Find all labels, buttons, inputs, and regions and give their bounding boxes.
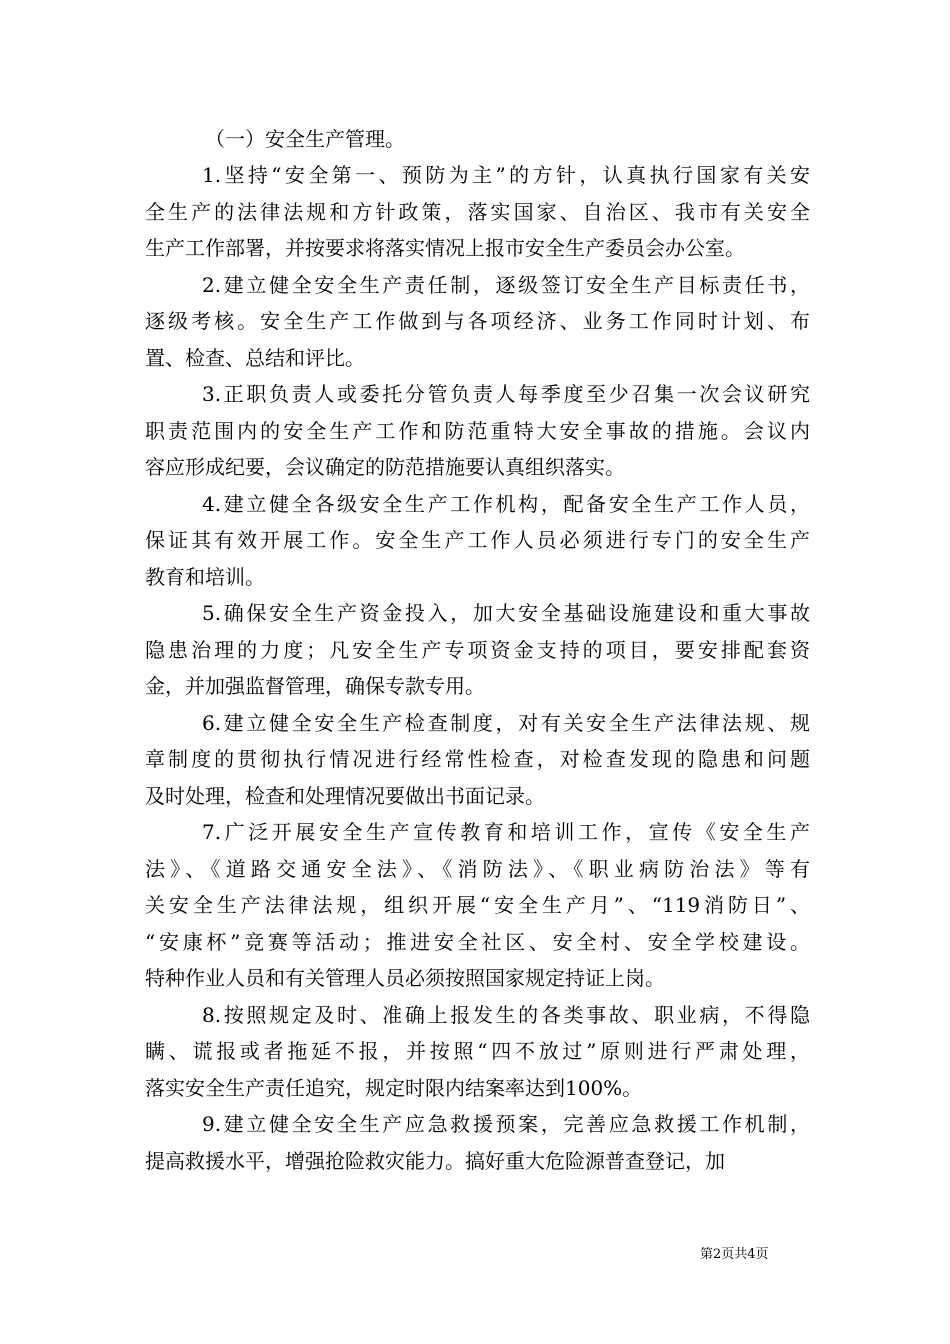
paragraph-line: 章制度的贯彻执行情况进行经常性检查，对检查发现的隐患和问题 xyxy=(145,747,810,771)
paragraph-line: 隐患治理的力度；凡安全生产专项资金支持的项目，要安排配套资 xyxy=(145,637,810,662)
paragraph-5 xyxy=(145,595,810,705)
paragraph-line: 3.正职负责人或委托分管负责人每季度至少召集一次会议研究 xyxy=(202,382,810,406)
paragraph-1 xyxy=(145,157,810,267)
paragraph-line: 及时处理，检查和处理情况要做出书面记录。 xyxy=(145,783,545,808)
paragraph-line: 落实安全生产责任追究，规定时限内结案率达到100%。 xyxy=(145,1075,643,1100)
paragraph-line: “安康杯”竞赛等活动；推进安全社区、安全村、安全学校建设。 xyxy=(145,929,810,954)
paragraph-line: 保证其有效开展工作。安全生产工作人员必须进行专门的安全生产 xyxy=(145,528,810,552)
paragraph-line: 4.建立健全各级安全生产工作机构，配备安全生产工作人员， xyxy=(202,491,810,516)
paragraph-line: 5.确保安全生产资金投入，加大安全基础设施建设和重大事故 xyxy=(202,601,810,625)
paragraph-4 xyxy=(145,486,810,596)
page-footer: 第2页共4页 xyxy=(700,1247,769,1262)
paragraph-line: 教育和培训。 xyxy=(145,564,265,589)
section-heading: （一）安全生产管理。 xyxy=(205,127,405,151)
paragraph-3 xyxy=(145,376,810,486)
paragraph-9 xyxy=(145,1106,810,1179)
paragraph-line: 全生产的法律法规和方针政策，落实国家、自治区、我市有关安全 xyxy=(145,199,810,224)
paragraph-line: 8.按照规定及时、准确上报发生的各类事故、职业病，不得隐 xyxy=(202,1002,810,1027)
paragraph-line: 容应形成纪要，会议确定的防范措施要认真组织落实。 xyxy=(145,455,625,479)
paragraph-line: 置、检查、总结和评比。 xyxy=(145,345,365,370)
paragraph-line: 7.广泛开展安全生产宣传教育和培训工作，宣传《安全生产 xyxy=(202,820,810,844)
paragraph-line: 关安全生产法律法规，组织开展“安全生产月”、“119消防日”、 xyxy=(145,893,810,917)
paragraph-line: 瞒、谎报或者拖延不报，并按照“四不放过”原则进行严肃处理， xyxy=(145,1039,810,1063)
paragraph-line: 法》、《道路交通安全法》、《消防法》、《职业病防治法》等有 xyxy=(145,856,810,881)
paragraph-7 xyxy=(145,814,810,997)
paragraph-line: 职责范围内的安全生产工作和防范重特大安全事故的措施。会议内 xyxy=(145,418,810,443)
paragraph-line: 逐级考核。安全生产工作做到与各项经济、业务工作同时计划、布 xyxy=(145,309,810,333)
paragraph-line: 生产工作部署，并按要求将落实情况上报市安全生产委员会办公室。 xyxy=(145,236,745,260)
paragraph-line: 特种作业人员和有关管理人员必须按照国家规定持证上岗。 xyxy=(145,966,665,990)
paragraph-2 xyxy=(145,267,810,377)
paragraph-line: 9.建立健全安全生产应急救援预案，完善应急救援工作机制， xyxy=(202,1112,810,1136)
paragraph-line: 2.建立健全安全生产责任制，逐级签订安全生产目标责任书， xyxy=(202,272,810,297)
document-body xyxy=(145,121,810,1179)
paragraph-6 xyxy=(145,705,810,815)
paragraph-line: 6.建立健全安全生产检查制度，对有关安全生产法律法规、规 xyxy=(202,710,810,735)
paragraph-line: 提高救援水平，增强抢险救灾能力。搞好重大危险源普查登记，加 xyxy=(145,1148,725,1173)
paragraph-8 xyxy=(145,997,810,1107)
paragraph-line: 金，并加强监督管理，确保专款专用。 xyxy=(145,674,485,698)
paragraph-line: 1.坚持“安全第一、预防为主”的方针，认真执行国家有关安 xyxy=(202,163,810,187)
